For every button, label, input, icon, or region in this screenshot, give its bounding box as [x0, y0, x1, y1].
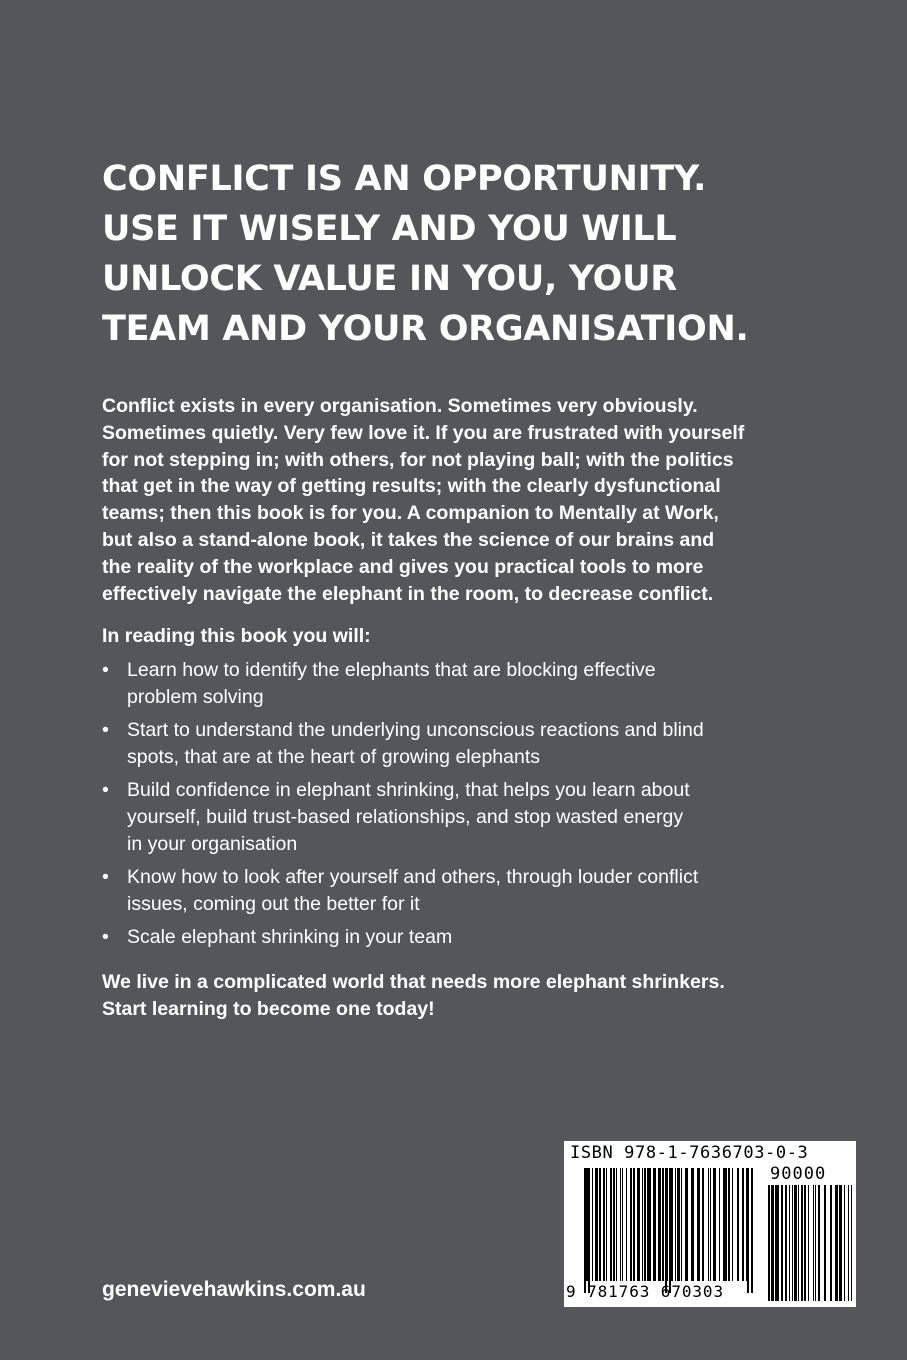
- bullet-icon: •: [102, 779, 109, 802]
- barcode-bar: [702, 1168, 704, 1281]
- barcode-bar: [781, 1185, 783, 1301]
- barcode-bar: [644, 1168, 646, 1281]
- barcode-bar: [808, 1185, 809, 1301]
- barcode-bar: [728, 1168, 730, 1281]
- barcode-bar: [830, 1185, 832, 1301]
- barcode-bar: [630, 1168, 632, 1281]
- barcode-bar: [685, 1168, 688, 1281]
- barcode-bar: [613, 1168, 615, 1281]
- barcode-bar: [647, 1168, 651, 1281]
- barcode-bar: [603, 1168, 605, 1281]
- headline-line: CONFLICT IS AN OPPORTUNITY.: [102, 159, 707, 199]
- headline: [102, 154, 862, 354]
- barcode-guard-bar: [669, 1168, 671, 1293]
- blurb-line: Sometimes quietly. Very few love it. If you are frustrated with yourself: [102, 421, 745, 444]
- bullet-icon: •: [102, 719, 109, 742]
- blurb-line: effectively navigate the elephant in the room, to decrease conflict.: [102, 582, 714, 605]
- barcode-bar: [851, 1185, 852, 1301]
- list-item-line: issues, coming out the better for it: [127, 892, 420, 915]
- barcode-guard-bar: [747, 1168, 749, 1293]
- barcode-bar: [599, 1168, 601, 1281]
- barcode-bar: [662, 1168, 664, 1281]
- headline-line: TEAM AND YOUR ORGANISATION.: [102, 309, 749, 349]
- barcode-bar: [848, 1185, 849, 1301]
- list-item-line: Learn how to identify the elephants that are blocking effective: [127, 659, 656, 681]
- barcode-bar: [785, 1185, 787, 1301]
- bullet-icon: •: [102, 659, 109, 681]
- blurb-line: for not stepping in; with others, for not playing ball; with the politics: [102, 448, 734, 471]
- barcode-bar: [708, 1168, 709, 1281]
- barcode-bar: [818, 1185, 820, 1301]
- barcode-bar: [637, 1168, 640, 1281]
- barcode-bar: [691, 1168, 694, 1281]
- benefit-list: [102, 657, 822, 957]
- barcode-bar: [813, 1185, 814, 1301]
- barcode-bar: [839, 1185, 842, 1301]
- barcode-bar: [616, 1168, 617, 1281]
- closing-line: Start learning to become one today!: [102, 997, 435, 1020]
- barcode-addon-digits: 90000: [770, 1164, 827, 1184]
- barcode-bar: [768, 1185, 770, 1301]
- barcode-bar: [775, 1185, 779, 1301]
- barcode-guard-bar: [665, 1168, 667, 1293]
- barcode-bar: [671, 1168, 673, 1281]
- barcode-guard-bar: [588, 1168, 590, 1293]
- barcode-bar: [801, 1185, 803, 1301]
- list-item-line: Start to understand the underlying unconscious reactions and blind: [127, 719, 704, 742]
- list-item-line: problem solving: [127, 685, 264, 708]
- barcode-bar: [794, 1185, 797, 1301]
- blurb-line: but also a stand-alone book, it takes the science of our brains and: [102, 528, 715, 551]
- isbn-barcode: [564, 1141, 856, 1307]
- list-item-line: in your organisation: [127, 832, 298, 855]
- list-item-line: Know how to look after yourself and others, through louder conflict: [127, 866, 699, 889]
- barcode-bar: [732, 1168, 733, 1281]
- barcode-bar: [723, 1168, 727, 1281]
- barcode-bar: [792, 1185, 793, 1301]
- barcode-bar: [620, 1168, 621, 1281]
- list-item: [102, 777, 822, 857]
- barcode-bar: [719, 1168, 720, 1281]
- bullet-icon: •: [102, 866, 109, 889]
- closing-line: We live in a complicated world that needs more elephant shrinkers.: [102, 971, 725, 993]
- barcode-bar: [742, 1168, 744, 1281]
- closing-statement: [102, 969, 725, 1023]
- barcode-bar: [642, 1168, 643, 1281]
- barcode-bar: [658, 1168, 661, 1281]
- barcode-bar: [675, 1168, 676, 1281]
- barcode-bar: [622, 1168, 623, 1281]
- barcode-bar: [681, 1168, 682, 1281]
- barcode-bar: [633, 1168, 635, 1281]
- barcode-bar: [789, 1185, 790, 1301]
- list-item: [102, 717, 822, 771]
- barcode-bar: [592, 1168, 593, 1281]
- barcode-bar: [835, 1185, 838, 1301]
- bullet-icon: •: [102, 926, 109, 949]
- barcode-bar: [798, 1185, 799, 1301]
- barcode-bar: [746, 1168, 747, 1281]
- barcode-bar: [713, 1168, 716, 1281]
- isbn-label: ISBN 978-1-7636703-0-3: [570, 1143, 809, 1163]
- list-item-line: Scale elephant shrinking in your team: [127, 926, 453, 949]
- barcode-ean-digits: 9 781763 670303: [566, 1282, 724, 1301]
- barcode-bar: [737, 1168, 739, 1281]
- blurb-line: teams; then this book is for you. A companion to Mentally at Work,: [102, 502, 719, 525]
- website-url: genevievehawkins.com.au: [102, 1278, 366, 1301]
- barcode-bar: [824, 1185, 826, 1301]
- list-item-line: yourself, build trust-based relationships, and stop wasted energy: [127, 805, 684, 828]
- barcode-bar: [697, 1168, 700, 1281]
- barcode-bar: [653, 1168, 656, 1281]
- barcode-bar: [610, 1168, 612, 1281]
- headline-line: USE IT WISELY AND YOU WILL: [102, 209, 677, 249]
- list-item-line: spots, that are at the heart of growing elephants: [127, 745, 541, 768]
- barcode-bar: [804, 1185, 806, 1301]
- barcode-bar: [626, 1168, 627, 1281]
- list-item: [102, 657, 822, 711]
- blurb-line: that get in the way of getting results; with the clearly dysfunctional: [102, 475, 721, 498]
- blurb-paragraph: [102, 393, 802, 607]
- barcode-bar: [815, 1185, 816, 1301]
- barcode-guard-bar: [751, 1168, 753, 1293]
- barcode-bar: [677, 1168, 680, 1281]
- list-item: [102, 864, 822, 918]
- headline-line: UNLOCK VALUE IN YOU, YOUR: [102, 259, 677, 299]
- bullet-intro: In reading this book you will:: [102, 625, 371, 647]
- barcode-bar: [710, 1168, 711, 1281]
- barcode-bar: [606, 1168, 607, 1281]
- barcode-bar: [595, 1168, 598, 1281]
- list-item: [102, 924, 822, 951]
- barcode-bar: [844, 1185, 845, 1301]
- list-item-line: Build confidence in elephant shrinking, that helps you learn about: [127, 779, 690, 802]
- barcode-bar: [771, 1185, 774, 1301]
- blurb-line: Conflict exists in every organisation. Sometimes very obviously.: [102, 395, 698, 417]
- blurb-line: the reality of the workplace and gives you practical tools to more: [102, 555, 704, 578]
- barcode-guard-bar: [584, 1168, 586, 1293]
